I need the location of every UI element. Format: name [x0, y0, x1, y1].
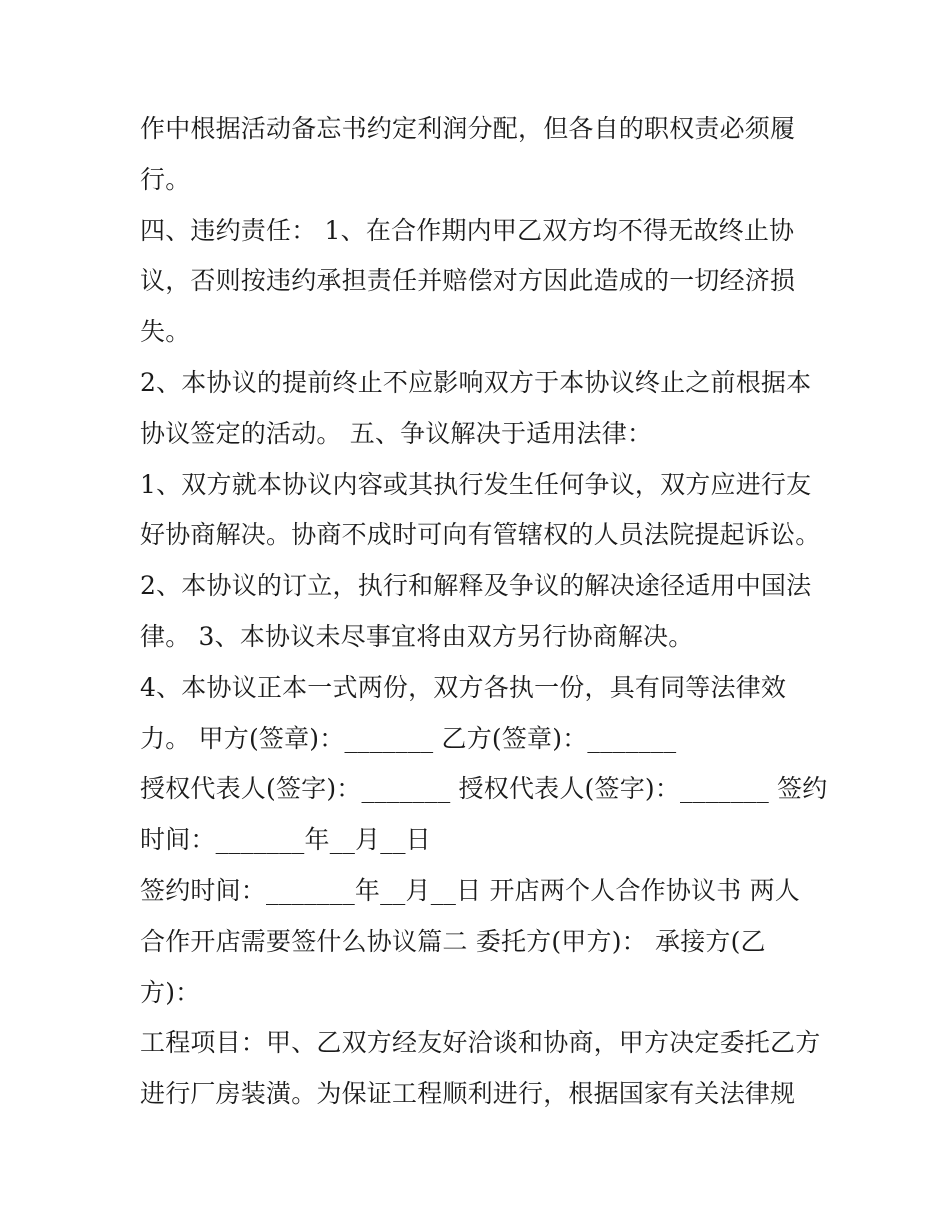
text-line: 协议签定的活动。 五、争议解决于适用法律： — [140, 418, 653, 448]
text-line: 失。 — [140, 317, 191, 347]
text-line: 4、本协议正本一式两份，双方各执一份，具有同等法律效 — [140, 672, 787, 702]
text-line: 行。 — [140, 164, 191, 194]
text-line: 合作开店需要签什么协议篇二 委托方(甲方)： 承接方(乙 — [140, 926, 766, 956]
text-line: 2、本协议的订立，执行和解释及争议的解决途径适用中国法 — [140, 571, 812, 601]
signature-line: 力。 甲方(签章)：_______ 乙方(签章)：_______ — [140, 723, 677, 753]
date-line: 时间：_______年__月__日 — [140, 825, 431, 855]
text-line: 方)： — [140, 977, 201, 1007]
text-line: 四、违约责任： 1、在合作期内甲乙双方均不得无故终止协 — [140, 215, 795, 245]
document-body — [140, 104, 830, 1120]
text-line: 议，否则按违约承担责任并赔偿对方因此造成的一切经济损 — [140, 266, 796, 296]
text-line: 律。 3、本协议未尽事宜将由双方另行协商解决。 — [140, 621, 694, 651]
date-line: 签约时间：_______年__月__日 开店两个人合作协议书 两人 — [140, 875, 800, 905]
text-line: 工程项目：甲、乙双方经友好洽谈和协商，甲方决定委托乙方 — [140, 1028, 821, 1058]
text-line: 进行厂房装潢。为保证工程顺利进行，根据国家有关法律规 — [140, 1079, 796, 1109]
text-line: 好协商解决。协商不成时可向有管辖权的人员法院提起诉讼。 — [140, 520, 821, 550]
signature-line: 授权代表人(签字)：_______ 授权代表人(签字)：_______ 签约 — [140, 774, 828, 804]
text-line: 作中根据活动备忘书约定利润分配，但各自的职权责必须履 — [140, 114, 796, 143]
text-line: 1、双方就本协议内容或其执行发生任何争议，双方应进行友 — [140, 469, 812, 499]
text-line: 2、本协议的提前终止不应影响双方于本协议终止之前根据本 — [140, 367, 812, 397]
